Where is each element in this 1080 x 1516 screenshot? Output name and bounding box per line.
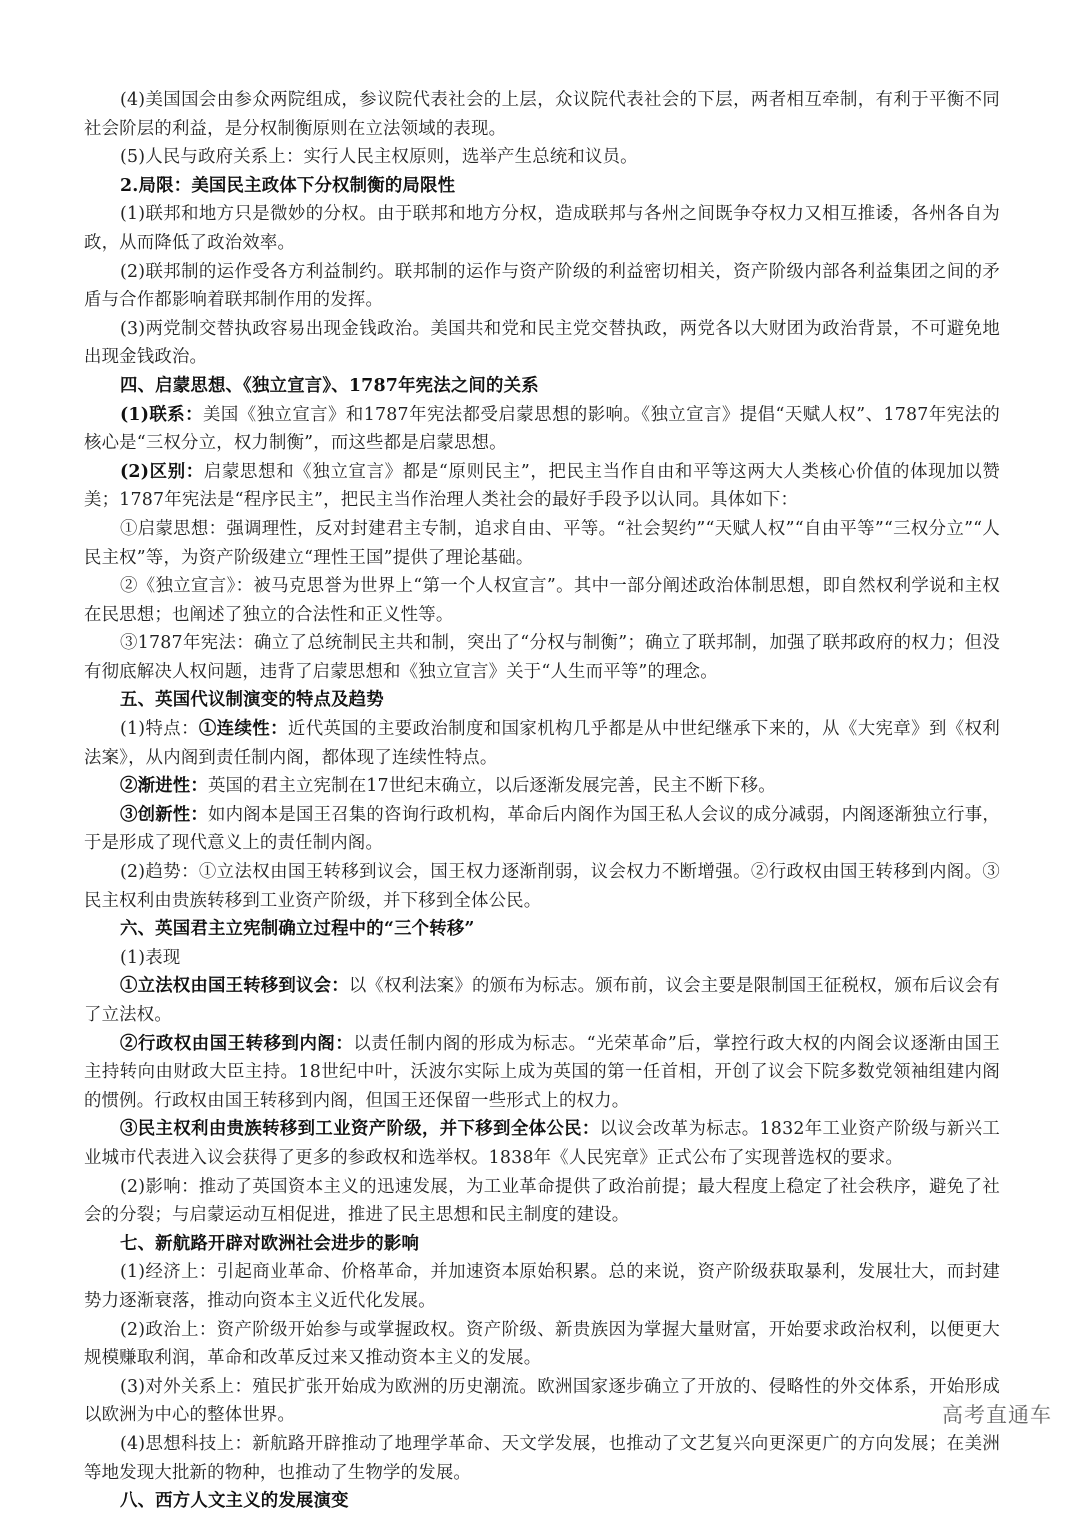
paragraph-text: (3)对外关系上：殖民扩张开始成为欧洲的历史潮流。欧洲国家逐步确立了开放的、侵略性的外交体系，开始形成以欧洲为中心的整体世界。	[84, 1376, 1000, 1426]
bold-lead: ①连续性：	[198, 719, 288, 740]
paragraph-federal-local	[84, 200, 1000, 257]
paragraph-prefix: (1)特点：	[120, 719, 199, 740]
paragraph-people-government	[84, 143, 1000, 172]
document-page	[84, 86, 1000, 1516]
paragraph-text: 近代英国的主要政治制度和国家机构几乎都是从中世纪继承下来的，从《大宪章》到《权利法案》，从内阁到责任制内阁，都体现了连续性特点。	[84, 719, 1000, 768]
bold-lead: (1)联系：	[120, 404, 204, 425]
paragraph-text: (5)人民与政府关系上：实行人民主权原则，选举产生总统和议员。	[120, 147, 638, 168]
paragraph-text: (4)思想科技上：新航路开辟推动了地理学革命、天文学发展，也推动了文艺复兴向更深更广的方向发展；在美洲等地发现大批新的物种，也推动了生物学的发展。	[84, 1433, 1000, 1483]
paragraph-text: 启蒙思想和《独立宣言》都是“原则民主”，把民主当作自由和平等这两大人类核心价值的体现加以赞美；1787年宪法是“程序民主”，把民主当作治理人类社会的最好手段予以认同。具体如下：	[84, 461, 1000, 511]
paragraph-text: (3)两党制交替执政容易出现金钱政治。美国共和党和民主党交替执政，两党各以大财团为政治背景，不可避免地出现金钱政治。	[84, 318, 1000, 368]
paragraph-text: ①启蒙思想：强调理性，反对封建君主专制，追求自由、平等。“社会契约”“天赋人权”“自由平等”“三权分立”“人民主权”等，为资产阶级建立“理性王国”提供了理论基础。	[84, 518, 1000, 568]
paragraph-text: 英国的君主立宪制在17世纪末确立，以后逐渐发展完善，民主不断下移。	[207, 776, 776, 797]
paragraph-economic	[84, 1258, 1000, 1315]
paragraph-political	[84, 1316, 1000, 1373]
paragraph-connection	[84, 401, 1000, 458]
paragraph-legislative-transfer	[84, 972, 1000, 1029]
paragraph-two-party	[84, 315, 1000, 372]
paragraph-text: 以议会改革为标志。1832年工业资产阶级与新兴工业城市代表进入议会获得了更多的参政权和选举权。1838年《人民宪章》正式公布了实现普选权的要求。	[84, 1119, 1001, 1168]
paragraph-declaration	[84, 572, 1000, 629]
paragraph-executive-transfer	[84, 1030, 1000, 1116]
bold-lead: ③民主权利由贵族转移到工业资产阶级，并下移到全体公民：	[120, 1119, 600, 1140]
paragraph-text: 美国《独立宣言》和1787年宪法都受启蒙思想的影响。《独立宣言》提倡“天赋人权”、1787年宪法的核心是“三权分立，权力制衡”，而这些都是启蒙思想。	[84, 404, 1000, 454]
paragraph-democratic-transfer	[84, 1115, 1000, 1172]
bold-lead: (2)区别：	[120, 461, 204, 482]
paragraph-text: (2)联邦制的运作受各方利益制约。联邦制的运作与资产阶级的利益密切相关，资产阶级内部各利益集团之间的矛盾与合作都影响着联邦制作用的发挥。	[84, 261, 1000, 311]
bold-lead: ①立法权由国王转移到议会：	[120, 976, 349, 997]
paragraph-constitution-1787	[84, 629, 1000, 686]
heading-limitations: 2.局限：美国民主政体下分权制衡的局限性	[120, 175, 456, 196]
paragraph-enlightenment	[84, 515, 1000, 572]
paragraph-congress-structure	[84, 86, 1000, 143]
paragraph-federal-interests	[84, 258, 1000, 315]
bold-lead: ②渐进性：	[120, 776, 208, 797]
heading-section-7: 七、新航路开辟对欧洲社会进步的影响	[120, 1233, 420, 1254]
watermark: 高考直通车	[942, 1403, 1052, 1427]
paragraph-trend	[84, 858, 1000, 915]
paragraph-text: 以责任制内阁的形成为标志。“光荣革命”后，掌控行政大权的内阁会议逐渐由国王主持转向由财政大臣主持。18世纪中叶，沃波尔实际上成为英国的第一任首相，开创了议会下院多数党领袖组建内阁的惯例。行政权由国王转移到内阁，但国王还保留一些形式上的权力。	[84, 1033, 1000, 1111]
heading-section-8: 八、西方人文主义的发展演变	[120, 1491, 349, 1512]
paragraph-text: (2)政治上：资产阶级开始参与或掌握政权。资产阶级、新贵族因为掌握大量财富，开始要求政治权利，以便更大规模赚取利润，革命和改革反过来又推动资本主义的发展。	[84, 1319, 1000, 1369]
paragraph-text: (1)表现	[120, 947, 181, 968]
paragraph-text: (4)美国国会由参众两院组成，参议院代表社会的上层，众议院代表社会的下层，两者相互牵制，有利于平衡不同社会阶层的利益，是分权制衡原则在立法领域的表现。	[84, 90, 1000, 139]
heading-section-4: 四、启蒙思想、《独立宣言》、1787年宪法之间的关系	[120, 375, 539, 396]
paragraph-text: 如内阁本是国王召集的咨询行政机构，革命后内阁作为国王私人会议的成分减弱，内阁逐渐独立行事，于是形成了现代意义上的责任制内阁。	[84, 804, 1000, 854]
paragraph-innovation	[84, 801, 1000, 858]
paragraph-text: ③1787年宪法：确立了总统制民主共和制，突出了“分权与制衡”；确立了联邦制，加强了联邦政府的权力；但没有彻底解决人权问题，违背了启蒙思想和《独立宣言》关于“人生而平等”的理念。	[84, 633, 1000, 682]
heading-section-6: 六、英国君主立宪制确立过程中的“三个转移”	[120, 919, 475, 940]
paragraph-text: (1)经济上：引起商业革命、价格革命，并加速资本原始积累。总的来说，资产阶级获取暴利，发展壮大，而封建势力逐渐衰落，推动向资本主义近代化发展。	[84, 1262, 1000, 1311]
paragraph-text: (1)联邦和地方只是微妙的分权。由于联邦和地方分权，造成联邦与各州之间既争夺权力又相互推诿，各州各自为政，从而降低了政治效率。	[84, 204, 1000, 253]
paragraph-difference	[84, 458, 1000, 515]
paragraph-text: (2)趋势：①立法权由国王转移到议会，国王权力逐渐削弱，议会权力不断增强。②行政权由国王转移到内阁。③民主权利由贵族转移到工业资产阶级，并下移到全体公民。	[84, 862, 1000, 911]
bold-lead: ②行政权由国王转移到内阁：	[120, 1033, 354, 1054]
paragraph-text: (2)影响：推动了英国资本主义的迅速发展，为工业革命提供了政治前提；最大程度上稳定了社会秩序，避免了社会的分裂；与启蒙运动互相促进，推进了民主思想和民主制度的建设。	[84, 1176, 1000, 1226]
paragraph-text: ②《独立宣言》：被马克思誉为世界上“第一个人权宣言”。其中一部分阐述政治体制思想，即自然权利学说和主权在民思想；也阐述了独立的合法性和正义性等。	[84, 576, 1000, 625]
paragraph-manifestation	[84, 944, 1000, 973]
paragraph-impact	[84, 1173, 1000, 1230]
paragraph-text: 以《权利法案》的颁布为标志。颁布前，议会主要是限制国王征税权，颁布后议会有了立法权。	[84, 976, 1001, 1025]
heading-section-5: 五、英国代议制演变的特点及趋势	[120, 690, 384, 711]
paragraph-continuity	[84, 715, 1000, 772]
bold-lead: ③创新性：	[120, 804, 208, 825]
paragraph-thought-science	[84, 1430, 1000, 1487]
paragraph-gradual	[84, 772, 1000, 801]
paragraph-foreign-relations	[84, 1373, 1000, 1430]
